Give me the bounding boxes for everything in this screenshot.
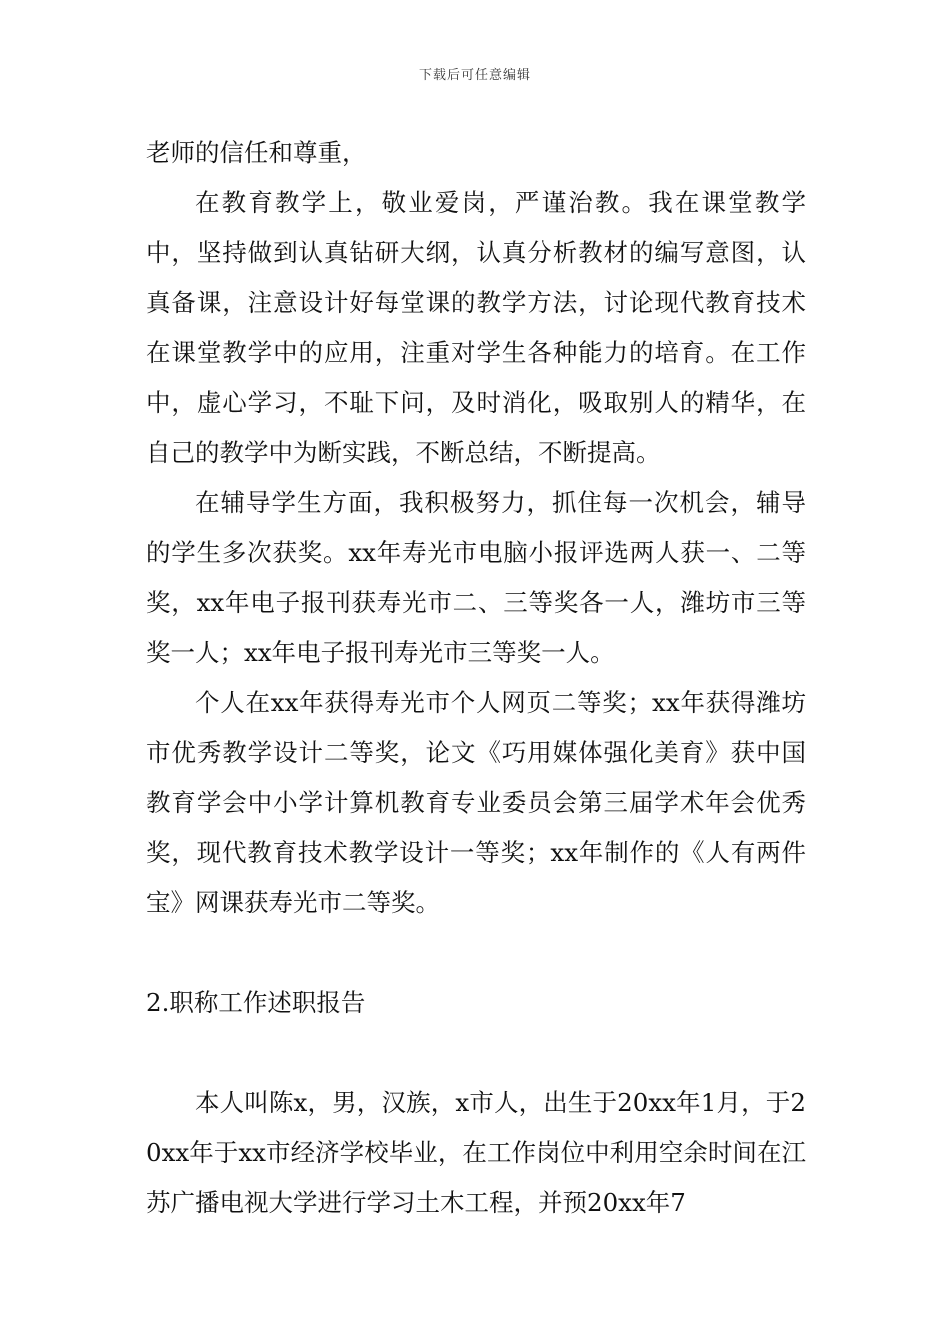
paragraph-continuation: 老师的信任和尊重， [146, 138, 367, 167]
paragraph-student-guidance: 在辅导学生方面，我积极努力，抓住每一次机会，辅导的学生多次获奖。xx年寿光市电脑小报评选两人获一、二等奖，xx年电子报刊获寿光市二、三等奖各一人，潍坊市三等奖一人；xx年电子报刊寿光市三等奖一人。 [146, 488, 806, 667]
paragraph-self-intro: 本人叫陈x，男，汉族，x市人，出生于20xx年1月，于20xx年于xx市经济学校毕业，在工作岗位中利用空余时间在江苏广播电视大学进行学习土木工程，并预20xx年7 [146, 1088, 806, 1217]
paragraph-personal-awards: 个人在xx年获得寿光市个人网页二等奖；xx年获得潍坊市优秀教学设计二等奖，论文《巧用媒体强化美育》获中国教育学会中小学计算机教育专业委员会第三届学术年会优秀奖，现代教育技术教学设计一等奖；xx年制作的《人有两件宝》网课获寿光市二等奖。 [146, 688, 806, 917]
section-heading: 2.职称工作述职报告 [146, 988, 366, 1017]
page-header: 下载后可任意编辑 [418, 68, 531, 83]
paragraph-teaching: 在教育教学上，敬业爱岗，严谨治教。我在课堂教学中，坚持做到认真钻研大纲，认真分析教材的编写意图，认真备课，注意设计好每堂课的教学方法，讨论现代教育技术在课堂教学中的应用，注重对学生各种能力的培育。在工作中，虚心学习，不耻下问，及时消化，吸取别人的精华，在自己的教学中为断实践，不断总结，不断提高。 [146, 188, 806, 467]
document-body [146, 128, 806, 1228]
